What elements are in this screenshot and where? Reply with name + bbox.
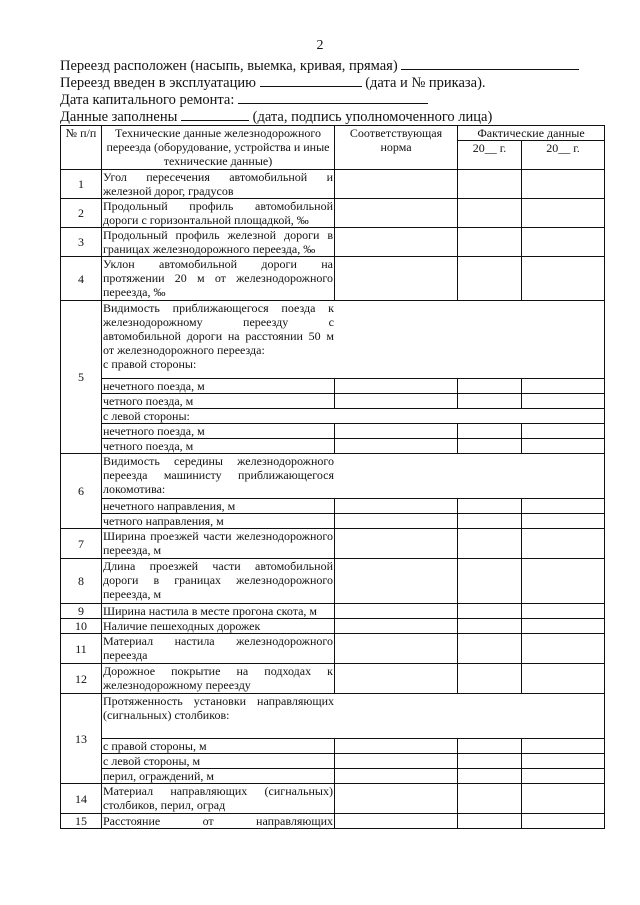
commissioned-label: Переезд введен в эксплуатацию bbox=[60, 75, 256, 91]
row-subitem: нечетного поезда, м bbox=[102, 424, 335, 439]
row-number: 4 bbox=[61, 257, 102, 301]
location-label: Переезд расположен (насыпь, выемка, кривая, прямая) bbox=[60, 58, 398, 74]
norm-cell[interactable] bbox=[335, 784, 458, 814]
fact-cell[interactable] bbox=[522, 814, 605, 829]
row-text: Наличие пешеходных дорожек bbox=[102, 619, 335, 634]
row-subitem: четного поезда, м bbox=[102, 394, 335, 409]
fact-cell[interactable] bbox=[522, 499, 605, 514]
fact-cell[interactable] bbox=[522, 619, 605, 634]
row-number: 5 bbox=[61, 301, 102, 454]
norm-cell[interactable] bbox=[335, 439, 458, 454]
table-row bbox=[61, 529, 605, 559]
table-row bbox=[61, 739, 605, 754]
norm-cell[interactable] bbox=[335, 754, 458, 769]
row-subitem: перил, ограждений, м bbox=[102, 769, 335, 784]
row-text-group bbox=[102, 454, 605, 499]
row-text: Материал направляющих (сигнальных) столбиков, перил, оград bbox=[103, 784, 333, 812]
row-text: Протяженность установки направляющих (сигнальных) столбиков: bbox=[103, 694, 334, 722]
norm-cell[interactable] bbox=[335, 664, 458, 694]
fact-cell[interactable] bbox=[458, 394, 522, 409]
fact-cell[interactable] bbox=[522, 769, 605, 784]
row-text: Видимость приближающегося поезда к железнодорожному переезду с автомобильной дороги на расстоянии 50 м от железнодорожного переезда: bbox=[103, 301, 334, 357]
fact-cell[interactable] bbox=[458, 228, 522, 257]
norm-cell[interactable] bbox=[335, 394, 458, 409]
norm-cell[interactable] bbox=[335, 170, 458, 199]
fact-cell[interactable] bbox=[458, 664, 522, 694]
fact-cell[interactable] bbox=[458, 604, 522, 619]
norm-cell[interactable] bbox=[335, 814, 458, 829]
fact-cell[interactable] bbox=[522, 559, 605, 604]
row-subitem: четного поезда, м bbox=[102, 439, 335, 454]
row-number: 15 bbox=[61, 814, 102, 829]
row-number: 12 bbox=[61, 664, 102, 694]
row-subitem: нечетного направления, м bbox=[102, 499, 335, 514]
fact-cell[interactable] bbox=[522, 529, 605, 559]
column-tech-header: Технические данные железнодорожного переезда (оборудование, устройства и иные технические данные) bbox=[102, 126, 335, 170]
filled-note: (дата, подпись уполномоченного лица) bbox=[252, 109, 493, 125]
table-row bbox=[61, 769, 605, 784]
table-row bbox=[61, 559, 605, 604]
filled-label: Данные заполнены bbox=[60, 109, 178, 125]
row-subheading: с левой стороны: bbox=[102, 409, 605, 424]
fact-cell[interactable] bbox=[458, 529, 522, 559]
fact-cell[interactable] bbox=[522, 739, 605, 754]
row-text: Материал настила железнодорожного переезда bbox=[103, 634, 333, 662]
fact-cell[interactable] bbox=[522, 228, 605, 257]
column-fact-header: Фактические данные bbox=[458, 126, 605, 141]
fact-cell[interactable] bbox=[522, 379, 605, 394]
page-number: 2 bbox=[316, 38, 324, 53]
table-row bbox=[61, 694, 605, 739]
row-number: 9 bbox=[61, 604, 102, 619]
row-text-group bbox=[102, 301, 605, 379]
norm-cell[interactable] bbox=[335, 257, 458, 301]
column-norm-header: Соответствующая норма bbox=[335, 126, 458, 170]
commissioned-blank bbox=[260, 73, 362, 87]
commissioned-note: (дата и № приказа). bbox=[365, 75, 486, 91]
norm-cell[interactable] bbox=[335, 499, 458, 514]
fact-cell[interactable] bbox=[458, 769, 522, 784]
fact-cell[interactable] bbox=[458, 514, 522, 529]
row-number: 13 bbox=[61, 694, 102, 784]
row-number: 2 bbox=[61, 199, 102, 228]
fact-cell[interactable] bbox=[522, 424, 605, 439]
table-row bbox=[61, 454, 605, 499]
fact-cell[interactable] bbox=[458, 379, 522, 394]
row-text: Уклон автомобильной дороги на протяжении 20 м от железнодорожного переезда, ‰ bbox=[103, 257, 333, 299]
table-row bbox=[61, 228, 605, 257]
location-blank bbox=[401, 56, 579, 70]
table-row bbox=[61, 379, 605, 394]
row-text: Продольный профиль автомобильной дороги с горизонтальной площадкой, ‰ bbox=[103, 199, 333, 227]
row-number: 3 bbox=[61, 228, 102, 257]
norm-cell[interactable] bbox=[335, 514, 458, 529]
table-row bbox=[61, 634, 605, 664]
row-text: Видимость середины железнодорожного переезда машинисту приближающегося локомотива: bbox=[103, 454, 334, 496]
fact-cell[interactable] bbox=[522, 604, 605, 619]
repair-blank bbox=[238, 90, 428, 104]
fact-cell[interactable] bbox=[522, 664, 605, 694]
fact-cell[interactable] bbox=[458, 170, 522, 199]
norm-cell[interactable] bbox=[335, 424, 458, 439]
row-text: Длина проезжей части автомобильной дороги в границах железнодорожного переезда, м bbox=[102, 559, 335, 604]
fact-cell[interactable] bbox=[458, 199, 522, 228]
row-text: Угол пересечения автомобильной и железной дорог, градусов bbox=[103, 170, 333, 198]
fact-cell[interactable] bbox=[458, 814, 522, 829]
column-number-header: № п/п bbox=[61, 126, 102, 170]
fact-cell[interactable] bbox=[458, 439, 522, 454]
norm-cell[interactable] bbox=[335, 559, 458, 604]
row-subitem: с правой стороны, м bbox=[102, 739, 335, 754]
table-row bbox=[61, 754, 605, 769]
fact-cell[interactable] bbox=[458, 619, 522, 634]
repair-label: Дата капитального ремонта: bbox=[60, 92, 235, 108]
row-subitem: четного направления, м bbox=[102, 514, 335, 529]
column-year2-header: 20__ г. bbox=[522, 141, 605, 170]
fact-cell[interactable] bbox=[458, 424, 522, 439]
table-row bbox=[61, 199, 605, 228]
table-row bbox=[61, 784, 605, 814]
norm-cell[interactable] bbox=[335, 529, 458, 559]
table-row bbox=[61, 664, 605, 694]
column-year1-header: 20__ г. bbox=[458, 141, 522, 170]
table-row bbox=[61, 814, 605, 829]
norm-cell[interactable] bbox=[335, 769, 458, 784]
row-subitem: с левой стороны, м bbox=[102, 754, 335, 769]
norm-cell[interactable] bbox=[335, 634, 458, 664]
table-row bbox=[61, 514, 605, 529]
fact-cell[interactable] bbox=[522, 514, 605, 529]
table-row bbox=[61, 257, 605, 301]
fact-cell[interactable] bbox=[522, 634, 605, 664]
table-row bbox=[61, 394, 605, 409]
norm-cell[interactable] bbox=[335, 619, 458, 634]
table-row bbox=[61, 499, 605, 514]
header-line-filled bbox=[60, 107, 492, 126]
fact-cell[interactable] bbox=[458, 559, 522, 604]
row-text: Ширина настила в месте прогона скота, м bbox=[102, 604, 335, 619]
row-subheading: с правой стороны: bbox=[103, 357, 197, 371]
row-text: Дорожное покрытие на подходах к железнодорожному переезду bbox=[103, 664, 333, 692]
fact-cell[interactable] bbox=[522, 394, 605, 409]
table-row bbox=[61, 170, 605, 199]
row-text: Ширина проезжей части железнодорожного переезда, м bbox=[103, 529, 333, 557]
fact-cell[interactable] bbox=[522, 439, 605, 454]
table-row bbox=[61, 439, 605, 454]
table-row bbox=[61, 619, 605, 634]
row-text: Расстояние от направляющих bbox=[103, 814, 333, 828]
row-number: 7 bbox=[61, 529, 102, 559]
table-row bbox=[61, 424, 605, 439]
row-number: 6 bbox=[61, 454, 102, 529]
row-number: 14 bbox=[61, 784, 102, 814]
table-row bbox=[61, 409, 605, 424]
fact-cell[interactable] bbox=[458, 754, 522, 769]
row-number: 10 bbox=[61, 619, 102, 634]
norm-cell[interactable] bbox=[335, 739, 458, 754]
table-row bbox=[61, 301, 605, 379]
fact-cell[interactable] bbox=[522, 754, 605, 769]
table-header-row bbox=[61, 126, 605, 141]
fact-cell[interactable] bbox=[458, 257, 522, 301]
fact-cell[interactable] bbox=[522, 784, 605, 814]
crossing-technical-data-table bbox=[60, 125, 605, 829]
fact-cell[interactable] bbox=[458, 739, 522, 754]
table-row bbox=[61, 604, 605, 619]
fact-cell[interactable] bbox=[522, 170, 605, 199]
fact-cell[interactable] bbox=[522, 199, 605, 228]
row-text: Продольный профиль железной дороги в границах железнодорожного переезда, ‰ bbox=[103, 228, 333, 256]
fact-cell[interactable] bbox=[522, 257, 605, 301]
norm-cell[interactable] bbox=[335, 199, 458, 228]
row-subitem: нечетного поезда, м bbox=[102, 379, 335, 394]
fact-cell[interactable] bbox=[458, 499, 522, 514]
filled-blank bbox=[181, 107, 249, 121]
norm-cell[interactable] bbox=[335, 228, 458, 257]
row-number: 1 bbox=[61, 170, 102, 199]
fact-cell[interactable] bbox=[458, 784, 522, 814]
row-text-group bbox=[102, 694, 605, 739]
norm-cell[interactable] bbox=[335, 604, 458, 619]
row-number: 11 bbox=[61, 634, 102, 664]
norm-cell[interactable] bbox=[335, 379, 458, 394]
fact-cell[interactable] bbox=[458, 634, 522, 664]
row-number: 8 bbox=[61, 559, 102, 604]
